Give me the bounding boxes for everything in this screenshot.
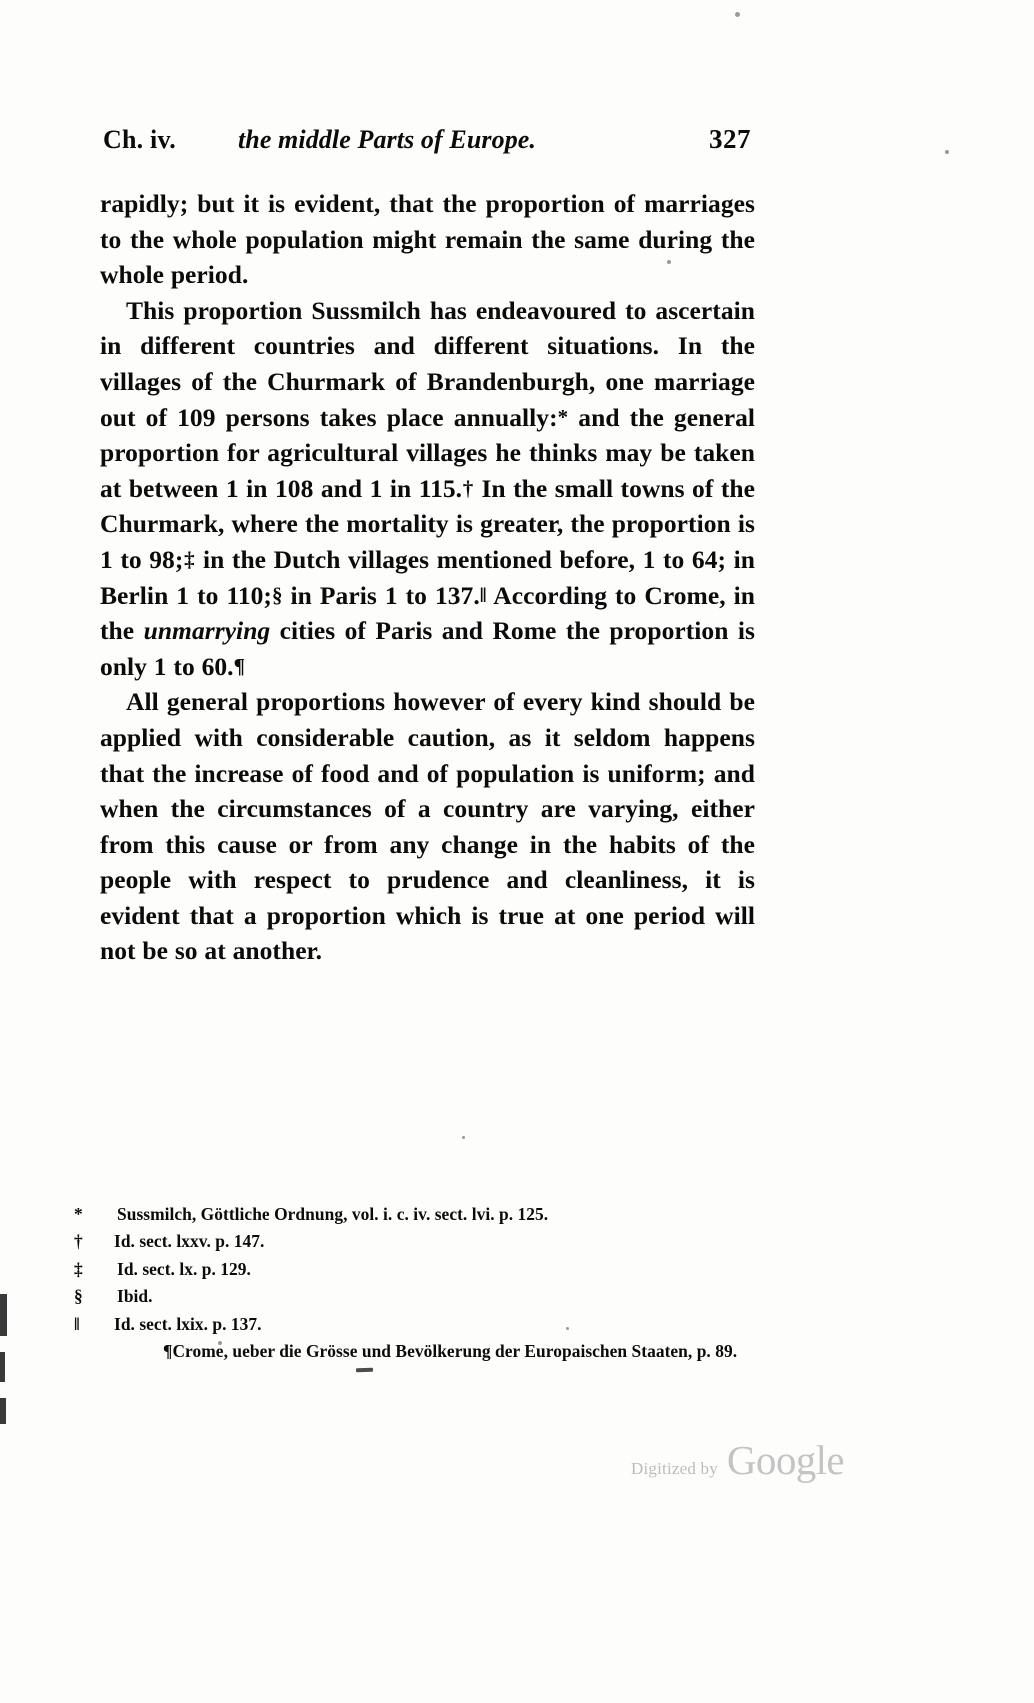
footnote-mark: §: [74, 1286, 83, 1307]
page-number: 327: [709, 124, 751, 154]
scan-edge-artifact: [0, 1352, 5, 1382]
running-head-chapter: Ch. iv.: [103, 125, 176, 154]
footnote-mark: ¶: [163, 1341, 173, 1362]
footnote-reference-mark: ‖: [479, 582, 487, 607]
footnote-reference-mark: ‡: [183, 546, 196, 571]
scan-speck: [462, 1136, 465, 1139]
digitized-by-google-watermark: [631, 1437, 845, 1483]
footnote-mark: ‖: [74, 1313, 80, 1334]
footnote-text: Id. sect. lx. p. 129.: [117, 1258, 251, 1279]
running-head-title: the middle Parts of Europe.: [237, 125, 537, 154]
footnote-item: [74, 1228, 761, 1255]
footnote-reference-mark: ¶: [233, 653, 246, 678]
scan-speck: [735, 12, 740, 17]
footnote-item: [103, 1338, 761, 1366]
footnote-text: Crome, ueber die Grösse und Bevölkerung der Europaischen Staaten, p. 89.: [172, 1341, 738, 1362]
footnote-list: [74, 1201, 761, 1366]
footnote-item: [74, 1201, 761, 1228]
footnote-reference-mark: §: [271, 582, 283, 607]
google-logo-text: Google: [726, 1437, 845, 1483]
footnote-item: [74, 1283, 761, 1310]
paragraph: This proportion Sussmilch has endeavoured to ascertain in different countries and different situations. In the villages of the Churmark of Brandenburgh, one marriage out of 109 persons takes place annually:* and the general proportion for agricultural villages he thinks may be taken at between 1 in 108 and 1 in 115.† In the small towns of the Churmark, where the mortality is greater, the proportion is 1 to 98;‡ in the Dutch villages mentioned before, 1 to 64; in Berlin 1 to 110;§ in Paris 1 to 137.‖ According to Crome, in the unmarrying cities of Paris and Rome the proportion is only 1 to 60.¶: [100, 295, 756, 681]
footnote-text: Ibid.: [117, 1286, 153, 1307]
scan-edge-artifact: [0, 1294, 7, 1336]
footnote-text: Id. sect. lxix. p. 137.: [114, 1313, 262, 1334]
paragraph: All general proportions however of every kind should be applied with considerable caution, as it seldom happens that the increase of food and of population is uniform; and when the circumstances of a country are varying, either from this cause or from any change in the habits of the people with respect to prudence and cleanliness, it is evident that a proportion which is true at one period will not be so at another.: [100, 687, 755, 966]
footnote-text: Sussmilch, Göttliche Ordnung, vol. i. c. iv. sect. lvi. p. 125.: [117, 1204, 549, 1224]
watermark-prefix: Digitized by: [631, 1459, 718, 1478]
footnote-reference-mark: †: [462, 475, 474, 500]
scan-speck: [945, 150, 949, 154]
body-text-block: [100, 186, 755, 969]
footnote-mark: †: [74, 1231, 83, 1252]
running-head: [103, 124, 751, 155]
emphasised-word: unmarrying: [143, 616, 271, 646]
paragraph: rapidly; but it is evident, that the proportion of marriages to the whole population might remain the same during the whole period.: [100, 189, 755, 290]
footnote-reference-mark: *: [557, 404, 569, 429]
scan-center-dash-artifact: [356, 1368, 373, 1373]
footnote-mark: *: [74, 1204, 83, 1224]
scan-edge-artifact: [0, 1398, 6, 1424]
footnote-item: [74, 1311, 761, 1338]
footnote-item: [74, 1256, 761, 1283]
footnote-mark: ‡: [74, 1258, 83, 1279]
footnote-text: Id. sect. lxxv. p. 147.: [114, 1231, 265, 1252]
